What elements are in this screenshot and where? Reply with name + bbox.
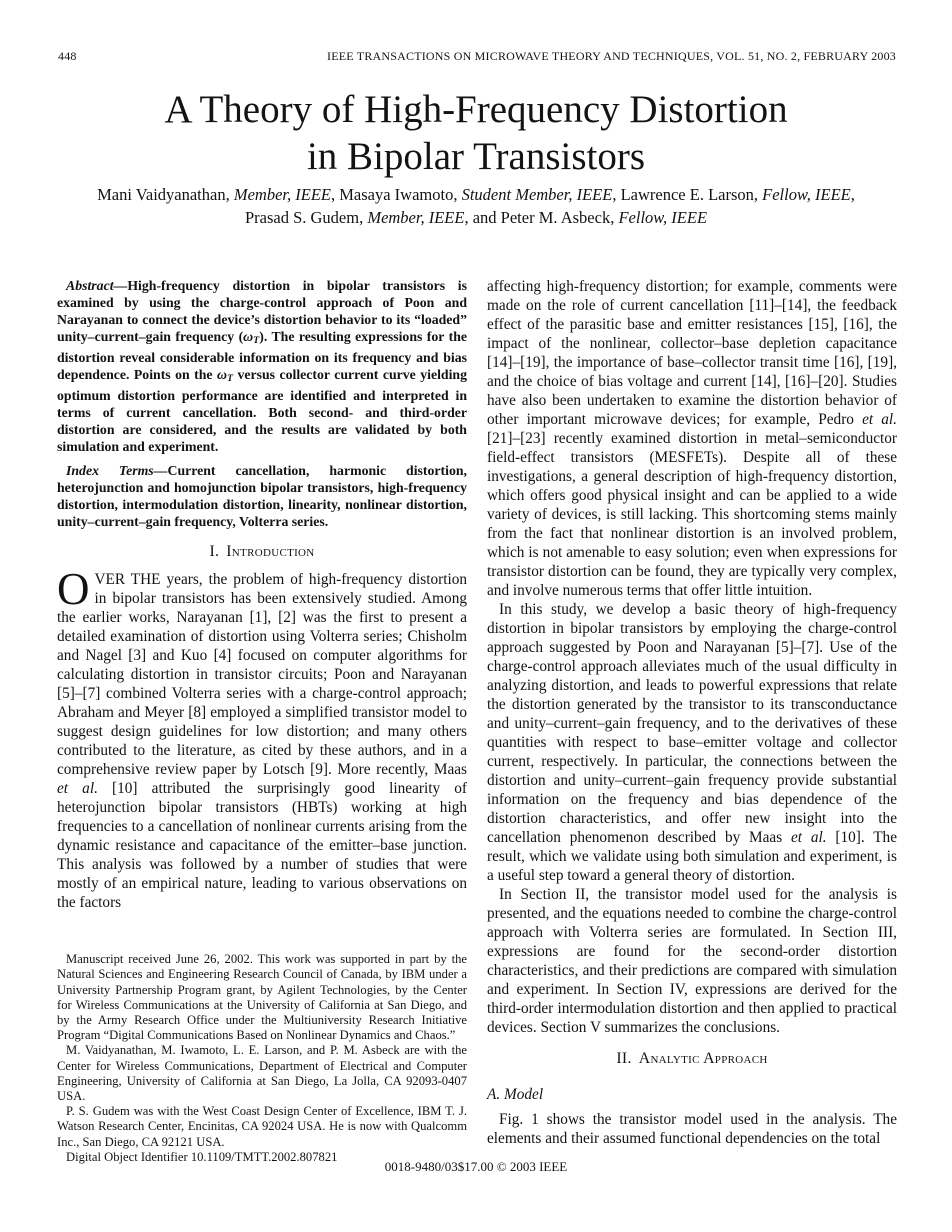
section1-title: Introduction <box>226 543 315 561</box>
text-segment: ω <box>243 329 254 344</box>
abstract-paragraph <box>57 277 467 455</box>
paper-title-line2: in Bipolar Transistors <box>306 135 646 178</box>
journal-title: IEEE TRANSACTIONS ON MICROWAVE THEORY AND TECHNIQUES, VOL. 51, NO. 2, FEBRUARY 2003 <box>327 49 896 63</box>
section2-number: II. <box>616 1050 632 1067</box>
intro-continuation-paragraph <box>487 277 897 600</box>
footnote-manuscript: Manuscript received June 26, 2002. This work was supported in part by the Natural Sciences and Engineering Research Council of Canada, by IBM under a University Partnership Program grant, by Agilent Technologies, by the Center for Wireless Communications at the University of California at San Diego, and by the Army Research Office under the Multiuniversity Research Initiative Program “Digital Communications Based on Nonlinear Dynamics and Chaos.” <box>57 952 467 1043</box>
text-segment: High-frequency distortion in bipolar transistors is examined by using the charge-control approach of Poon and Narayanan to connect the device’s distortion behavior to its “loaded” unity–current–gain frequency ( <box>57 278 467 344</box>
text-segment: T <box>226 373 234 385</box>
text-segment: ω <box>216 367 227 383</box>
footnote-affiliation-gudem: P. S. Gudem was with the West Coast Design Center of Excellence, IBM T. J. Watson Research Center, Encinitas, CA 92024 USA. He is now with Qualcomm Inc., San Diego, CA 92121 USA. <box>57 1104 467 1149</box>
paper-title <box>0 86 952 180</box>
column-right <box>487 277 897 1165</box>
text-segment: Prasad S. Gudem, <box>244 208 368 227</box>
author-line-2 <box>0 206 952 229</box>
text-segment: Abstract— <box>66 278 128 293</box>
section2-title: Analytic Approach <box>638 1050 768 1067</box>
copyright-footer <box>0 1159 952 1175</box>
text-segment: Fig. 1 shows the transistor model used in the analysis. The elements and their assumed functional dependencies on the total <box>487 1111 897 1147</box>
paper-outline-paragraph <box>487 885 897 1037</box>
text-segment: , Lawrence E. Larson, <box>612 185 763 204</box>
text-segment: , <box>850 185 855 204</box>
column-left <box>57 277 467 1165</box>
text-segment: T <box>253 335 260 347</box>
footnote-affiliation-ucsd: M. Vaidyanathan, M. Iwamoto, L. E. Larson, and P. M. Asbeck are with the Center for Wireless Communications, Department of Electrical and Computer Engineering, University of California at San Diego, La Jolla, CA 92093-0407 USA. <box>57 1043 467 1103</box>
text-segment: [10]. The result, which we validate using both simulation and experiment, is a useful step toward a general theory of distortion. <box>487 829 897 884</box>
text-segment: Member, IEEE <box>367 208 465 227</box>
paper-title-line1: A Theory of High-Frequency Distortion <box>164 88 788 131</box>
text-segment: et al. <box>862 411 897 428</box>
page-number: 448 <box>58 49 77 63</box>
index-terms-paragraph <box>57 462 467 530</box>
text-segment: In Section II, the transistor model used for the analysis is presented, and the equations needed to combine the charge-control approach with Volterra series are formulated. In Section III, expressions are found for the second-order distortion characteristics, and their predictions are compared with simulation and experiment. In Section IV, expressions are derived for the third-order intermodulation distortion and then applied to practical devices. Section V summarizes the conclusions. <box>487 886 897 1036</box>
subsection-a-model: A. Model <box>487 1086 544 1103</box>
running-header <box>58 49 896 64</box>
author-block <box>0 183 952 229</box>
text-segment: Member, IEEE <box>233 185 331 204</box>
text-segment: In this study, we develop a basic theory of high-frequency distortion in bipolar transistors by employing the charge-control approach suggested by Poon and Narayanan [5]–[7]. Use of the charge-control approach alleviates much of the usual difficulty in analyzing distortion, and leads to powerful expressions that relate the distortion generated by the transistor to its transconductance and unity–current–gain frequency, and to the derivatives of these quantities with respect to base–emitter voltage and collector current, respectively. In particular, the connections between the distortion and unity–current–gain frequency provide substantial information on the frequency and bias dependence of the distortion characteristics, and offer new insight into the cancellation phenomenon described by Maas <box>487 601 897 846</box>
text-segment: Fellow, IEEE <box>762 185 851 204</box>
text-segment: , and Peter M. Asbeck, <box>464 208 619 227</box>
study-overview-paragraph <box>487 600 897 885</box>
text-segment: affecting high-frequency distortion; for example, comments were made on the role of current cancellation [11]–[14], the feedback effect of the parasitic base and emitter resistances [15], [16], the impact of the nonlinear, collector–base depletion capacitance [14]–[19], the importance of base–collector transit time [16], [19], and the choice of bias voltage and current [14], [16]–[20]. Studies have also been undertaken to examine the distortion behavior of other important microwave devices; for example, Pedro <box>487 278 897 428</box>
text-segment: Index Terms— <box>66 463 168 479</box>
text-segment: et al. <box>57 780 98 798</box>
intro-paragraph-text <box>57 564 468 912</box>
model-paragraph <box>487 1110 897 1148</box>
text-segment: , Masaya Iwamoto, <box>330 185 462 204</box>
text-segment: [21]–[23] recently examined distortion in metal–semiconductor field-effect transistors (MESFETs). Despite all of these investigations, a general description of high-frequency distortion, which offers good physical insight and can be applied to a wide variety of devices, is still lacking. This shortcoming stems mainly from the fact that nonlinear distortion is an involved problem, which is not amenable to easy solution; even when expressions for transistor distortion can be found, they are typically very complex, and involve numerous terms that offer little intuition. <box>487 430 897 599</box>
footnote-doi: Digital Object Identifier 10.1109/TMTT.2002.807821 <box>66 1149 338 1164</box>
copyright-text: 0018-9480/03$17.00 © 2003 IEEE <box>384 1159 568 1174</box>
text-segment: Mani Vaidyanathan, <box>97 185 234 204</box>
drop-cap: O <box>57 564 90 615</box>
two-column-body <box>57 277 897 1165</box>
text-segment: versus collector current curve yielding optimum distortion performance are identified and interpreted in terms of current cancellation. Both second- and third-order distortion are considered, and the results are validated by both simulation and experiment. <box>57 367 467 455</box>
text-segment: Student Member, IEEE <box>461 185 613 204</box>
text-segment: Fellow, IEEE <box>618 208 708 227</box>
section-heading-analytic-approach <box>487 1050 897 1068</box>
footnote-block <box>57 952 467 1165</box>
text-segment: et al. <box>790 829 827 846</box>
section-heading-introduction <box>57 543 467 561</box>
text-segment: [10] attributed the surprisingly good linearity of heterojunction bipolar transistors (HBTs) working at high frequencies to a cancellation of nonlinear currents arising from the dynamic resistance and capacitance of the emitter–base junction. This analysis was followed by a number of studies that were mostly of an empirical nature, leading to various observations on the factors <box>57 780 468 912</box>
author-line-1 <box>0 183 952 206</box>
section1-number: I. <box>209 543 220 561</box>
text-segment: VER THE years, the problem of high-frequency distortion in bipolar transistors has been extensively studied. Among the earlier works, Narayanan [1], [2] was the first to present a detailed examination of distortion using Volterra series; Chisholm and Nagel [3] and Kuo [4] focused on computer algorithms for calculating distortion in transistor circuits; Poon and Narayanan [5]–[7] combined Volterra series with a charge-control approach; Abraham and Meyer [8] employed a simplified transistor model to suggest design guidelines for low distortion; and many others contributed to the literature, as cited by these authors, and in a comprehensive review paper by Lotsch [9]. More recently, Maas <box>57 571 467 779</box>
text-segment: ). The resulting expressions for the distortion reveal considerable information on its frequency and bias dependence. Points on the <box>57 329 467 383</box>
text-segment: Current cancellation, harmonic distortion, heterojunction and homojunction bipolar transistors, high-frequency distortion, intermodulation distortion, linearity, nonlinear distortion, unity–current–gain frequency, Volterra series. <box>57 463 467 530</box>
intro-paragraph <box>57 564 468 912</box>
